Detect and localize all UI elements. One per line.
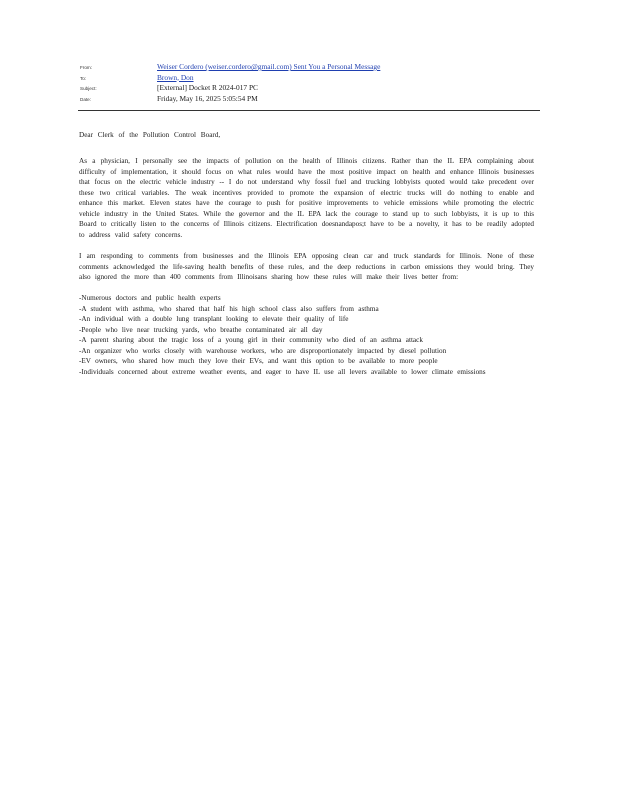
letter-body <box>79 130 534 377</box>
list-item: -A parent sharing about the tragic loss of a young girl in their community who died of an asthma attack <box>79 336 423 345</box>
list-item: -Individuals concerned about extreme weather events, and eager to have IL use all levers available to lower climate emissions <box>79 367 486 376</box>
from-row <box>80 62 540 73</box>
paragraph-1: As a physician, I personally see the impacts of pollution on the health of Illinois citizens. Rather than the IL EPA complaining about difficulty of implementation, it should focus on what rules would have the most positive impact on health and enhance Illinois businesses that focus on the electric vehicle industry -- I do not understand why fossil fuel and trucking lobbyists quoted would take precedent over these two critical variables. The weak incentives provided to promote the expansion of electric trucks will do nothing to enable and enhance this market. Eleven states have the courage to push for positive improvements to vehicle emissions while promoting the electric vehicle industry in the United States. While the governor and the IL EPA lack the courage to stand up to such lobbyists, it is up to this Board to critically listen to the concerns of Illinois citizens. Electrification doesnandapos;t have to be a novelty, it has to be readily adopted to address valid safety concerns. <box>79 157 534 239</box>
date-label: Date: <box>80 96 91 102</box>
from-label: From: <box>80 65 92 70</box>
subject-label: Subject: <box>80 86 97 91</box>
list-item: -EV owners, who shared how much they love their EVs, and want this option to be available to more people <box>79 357 438 366</box>
to-recipient-link[interactable]: Brown, Don <box>157 72 194 82</box>
to-row <box>80 73 540 84</box>
paragraph-2: I am responding to comments from businesses and the Illinois EPA opposing clean car and truck standards for Illinois. None of these comments acknowledged the life-saving health benefits of these rules, and the deep reductions in carbon emissions they would bring. They also ignored the more than 400 comments from Illinoisans sharing how these rules will make their lives better from: <box>79 252 534 281</box>
list-item: -An individual with a double lung transplant looking to elevate their quality of life <box>79 315 349 324</box>
subject-value: [External] Docket R 2024-017 PC <box>157 83 258 92</box>
testimonial-list <box>79 293 534 377</box>
email-header <box>80 62 540 104</box>
to-label: To: <box>80 75 87 81</box>
date-row <box>80 94 540 105</box>
from-sender-link[interactable]: Weiser Cordero (weiser.cordero@gmail.com) Sent You a Personal Message <box>157 62 381 71</box>
list-item: -A student with asthma, who shared that half his high school class also suffers from asthma <box>79 304 379 313</box>
list-item: -Numerous doctors and public health experts <box>79 294 221 303</box>
salutation: Dear Clerk of the Pollution Control Board, <box>79 131 221 139</box>
subject-row <box>80 83 540 94</box>
date-value: Friday, May 16, 2025 5:05:54 PM <box>157 93 258 103</box>
list-item: -An organizer who works closely with warehouse workers, who are disproportionately impacted by diesel pollution <box>79 346 447 355</box>
list-item: -People who live near trucking yards, who breathe contaminated air all day <box>79 325 323 334</box>
header-divider <box>78 110 540 111</box>
